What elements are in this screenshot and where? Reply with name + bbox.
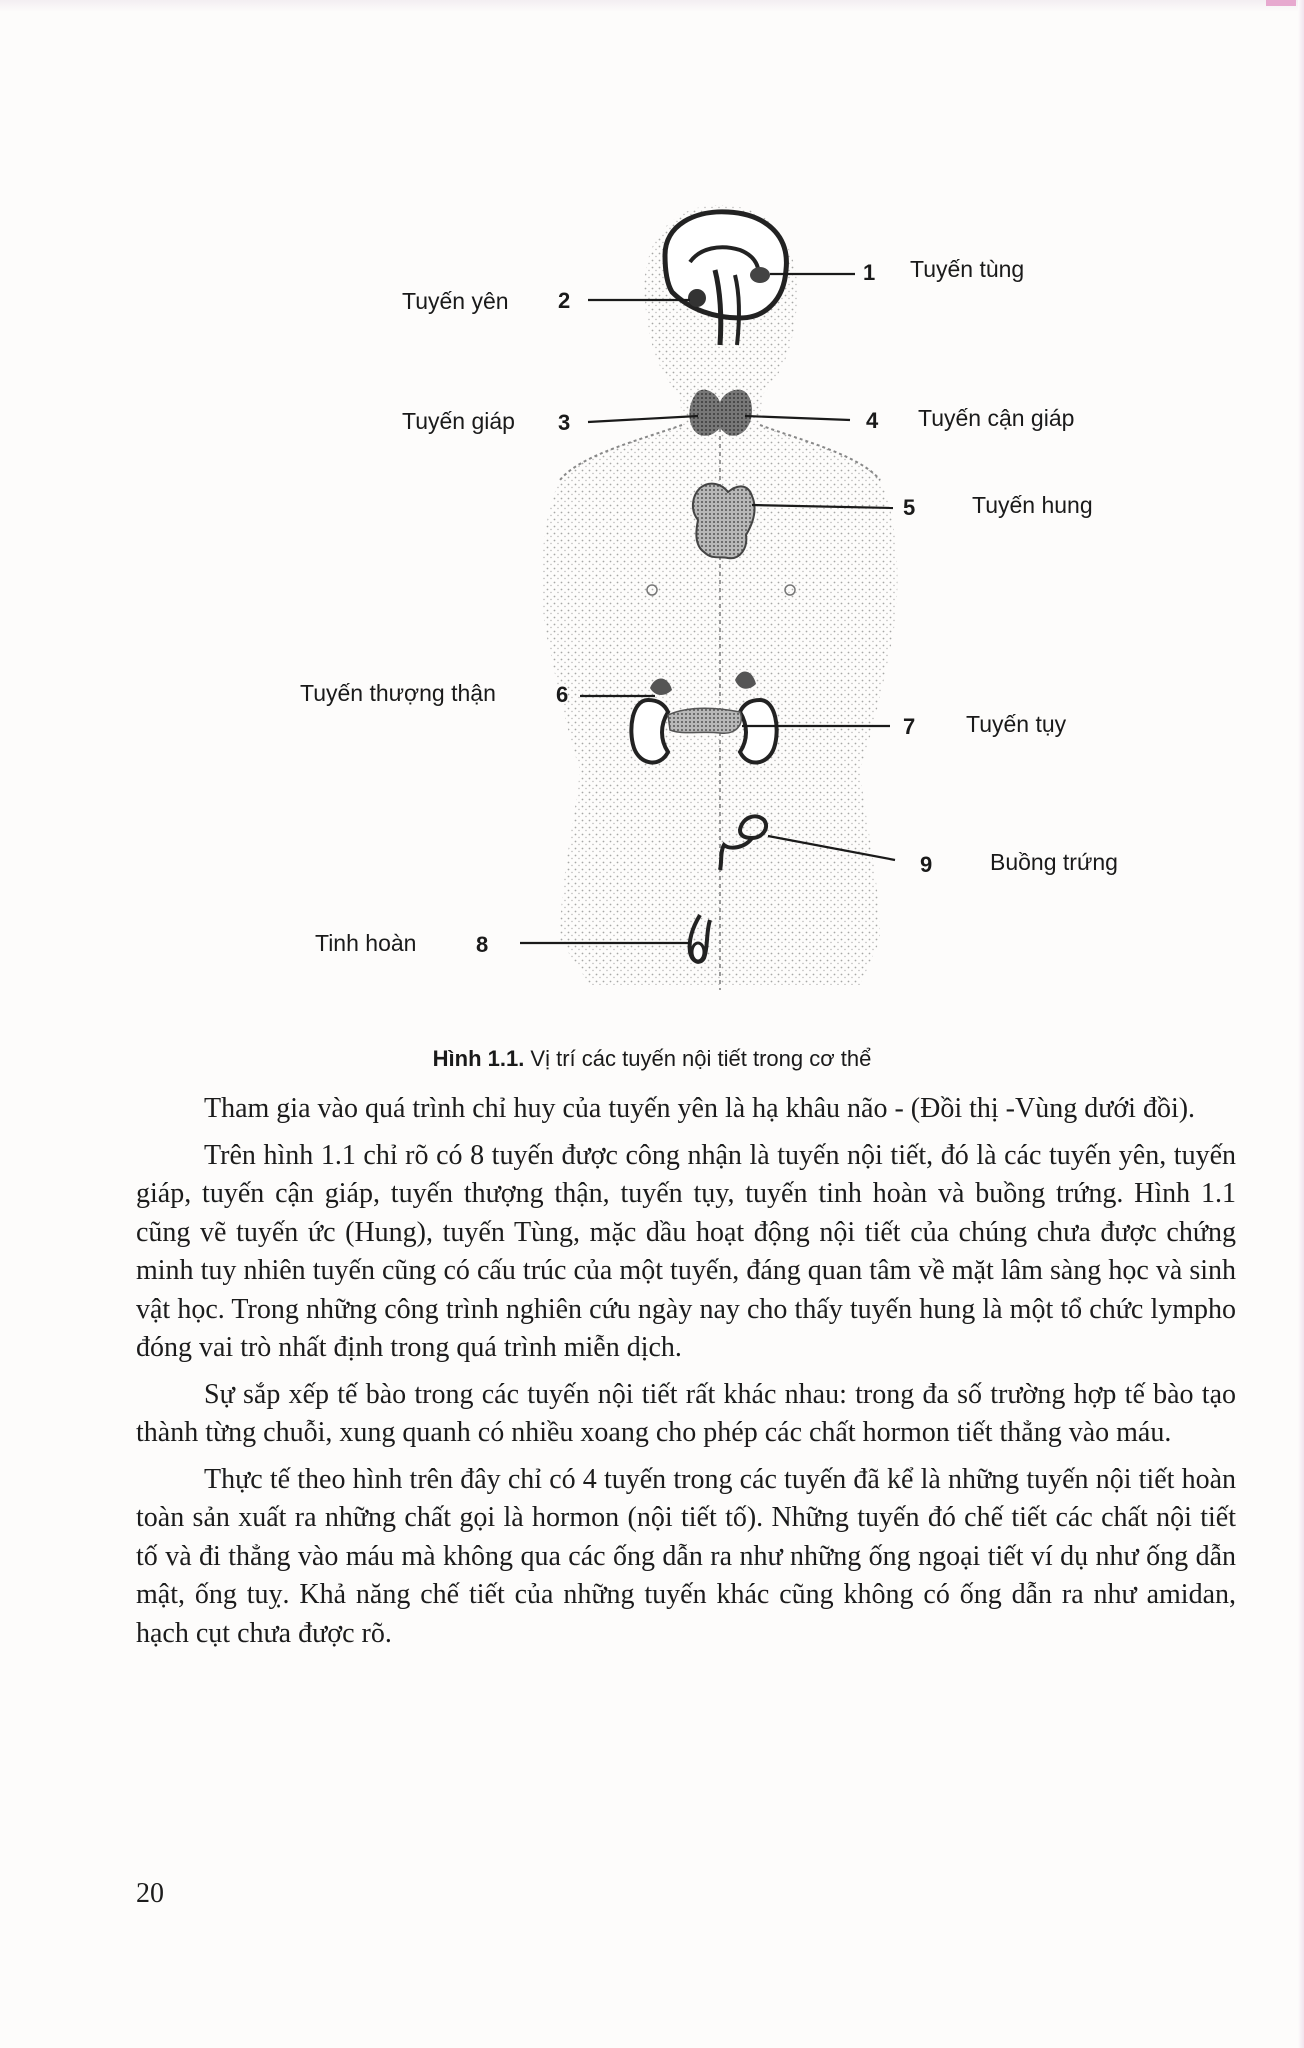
- label-parathyroid: Tuyến cận giáp: [918, 405, 1075, 431]
- leader-3: [588, 416, 698, 422]
- label-number-7: 7: [903, 714, 916, 739]
- label-number-8: 8: [476, 932, 489, 957]
- endocrine-figure: [0, 0, 1304, 1010]
- caption-label: Hình 1.1.: [432, 1046, 525, 1071]
- paragraph-2: Trên hình 1.1 chỉ rõ có 8 tuyến được công nhận là tuyến nội tiết, đó là các tuyến yên, tuyến giáp, tuyến cận giáp, tuyến thượng thận, tuyến tụy, tuyến tinh hoàn và buồng trứng. Hình 1.1 cũng vẽ tuyến ức (Hung), tuyến Tùng, mặc dầu hoạt động nội tiết của chúng chưa được chứng minh tuy nhiên tuyến cũng có cấu trúc của một tuyến, đáng quan tâm về mặt lâm sàng học và sinh vật học. Trong những công trình nghiên cứu ngày nay cho thấy tuyến hung là một tổ chức lympho đóng vai trò nhất định trong quá trình miễn dịch.: [136, 1139, 1236, 1363]
- label-ovary: Buồng trứng: [990, 849, 1118, 875]
- thymus: [693, 484, 755, 559]
- pancreas: [668, 708, 741, 733]
- paragraph-4: Thực tế theo hình trên đây chỉ có 4 tuyến trong các tuyến đã kể là những tuyến nội tiết hoàn toàn sản xuất ra những chất gọi là hormon (nội tiết tố). Những tuyến đó chế tiết các chất nội tiết tố và đi thẳng vào máu mà không qua các ống dẫn ra như những ống ngoại tiết ví dụ như ống dẫn mật, ống tuỵ. Khả năng chế tiết của những tuyến khác cũng không có ống dẫn ra như amidan, hạch cụt chưa được rõ.: [136, 1463, 1236, 1649]
- label-pancreas: Tuyến tụy: [966, 711, 1067, 737]
- brain-outline: [665, 212, 786, 318]
- leader-4: [745, 416, 850, 420]
- label-thymus: Tuyến hung: [972, 492, 1093, 518]
- kidney-left: [631, 700, 668, 763]
- paragraph-1: Tham gia vào quá trình chỉ huy của tuyến yên là hạ khâu não - (Đồi thị -Vùng dưới đồi).: [204, 1093, 1196, 1124]
- label-thyroid: Tuyến giáp: [402, 408, 515, 434]
- label-pituitary: Tuyến yên: [402, 288, 509, 314]
- label-number-9: 9: [920, 852, 933, 877]
- page-number: 20: [136, 1878, 164, 1909]
- caption-text: Vị trí các tuyến nội tiết trong cơ thể: [524, 1046, 872, 1071]
- label-number-6: 6: [556, 682, 569, 707]
- label-testis: Tinh hoàn: [315, 930, 417, 956]
- paragraph-3: Sự sắp xếp tế bào trong các tuyến nội tiết rất khác nhau: trong đa số trường hợp tế bào tạo thành từng chuỗi, xung quanh có nhiều xoang cho phép các chất hormon tiết thẳng vào máu.: [136, 1378, 1236, 1448]
- label-number-3: 3: [558, 410, 571, 435]
- kidney-right: [740, 700, 777, 763]
- label-number-4: 4: [866, 408, 879, 433]
- label-number-2: 2: [558, 288, 571, 313]
- label-number-5: 5: [903, 495, 916, 520]
- figure-caption: [0, 1046, 1304, 1072]
- body-text: [136, 1090, 1236, 1661]
- label-pineal: Tuyến tùng: [910, 256, 1025, 282]
- label-adrenal: Tuyến thượng thận: [300, 680, 496, 706]
- label-number-1: 1: [863, 260, 876, 285]
